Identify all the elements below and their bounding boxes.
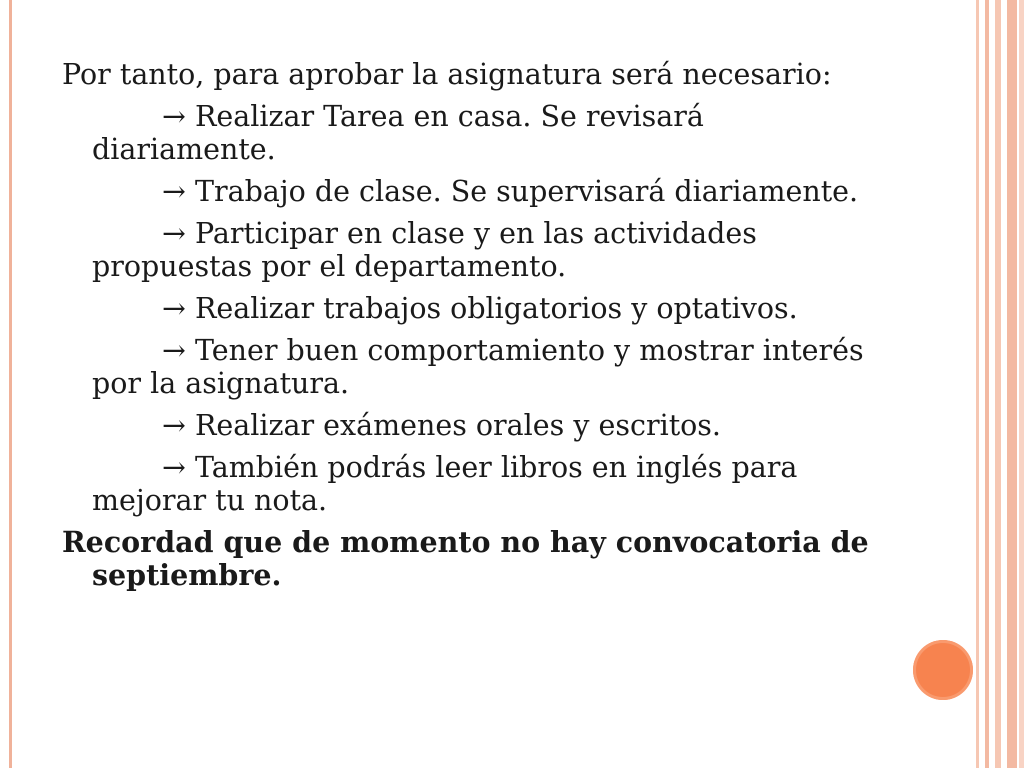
list-item: → Realizar exámenes orales y escritos. (162, 409, 721, 442)
list-item: → Participar en clase y en las actividades propuestas por el departamento. (92, 217, 757, 283)
list-item: → Tener buen comportamiento y mostrar interés por la asignatura. (92, 334, 864, 400)
list-item: → Realizar Tarea en casa. Se revisará diariamente. (92, 100, 704, 166)
border-stripe (995, 0, 1001, 768)
border-stripe (976, 0, 979, 768)
slide-body (62, 58, 892, 592)
list-item: → También podrás leer libros en inglés para mejorar tu nota. (92, 451, 798, 517)
left-border-stripe (9, 0, 12, 768)
reminder-note: Recordad que de momento no hay convocatoria de septiembre. (62, 525, 869, 592)
right-border-stripes (976, 0, 1024, 768)
list-item: → Realizar trabajos obligatorios y optativos. (162, 292, 798, 325)
border-stripe (985, 0, 989, 768)
list-item: → Trabajo de clase. Se supervisará diariamente. (162, 175, 859, 208)
border-stripe (1007, 0, 1017, 768)
intro-text: Por tanto, para aprobar la asignatura será necesario: (62, 58, 832, 91)
decorative-circle (913, 640, 973, 700)
border-stripe (1019, 0, 1024, 768)
